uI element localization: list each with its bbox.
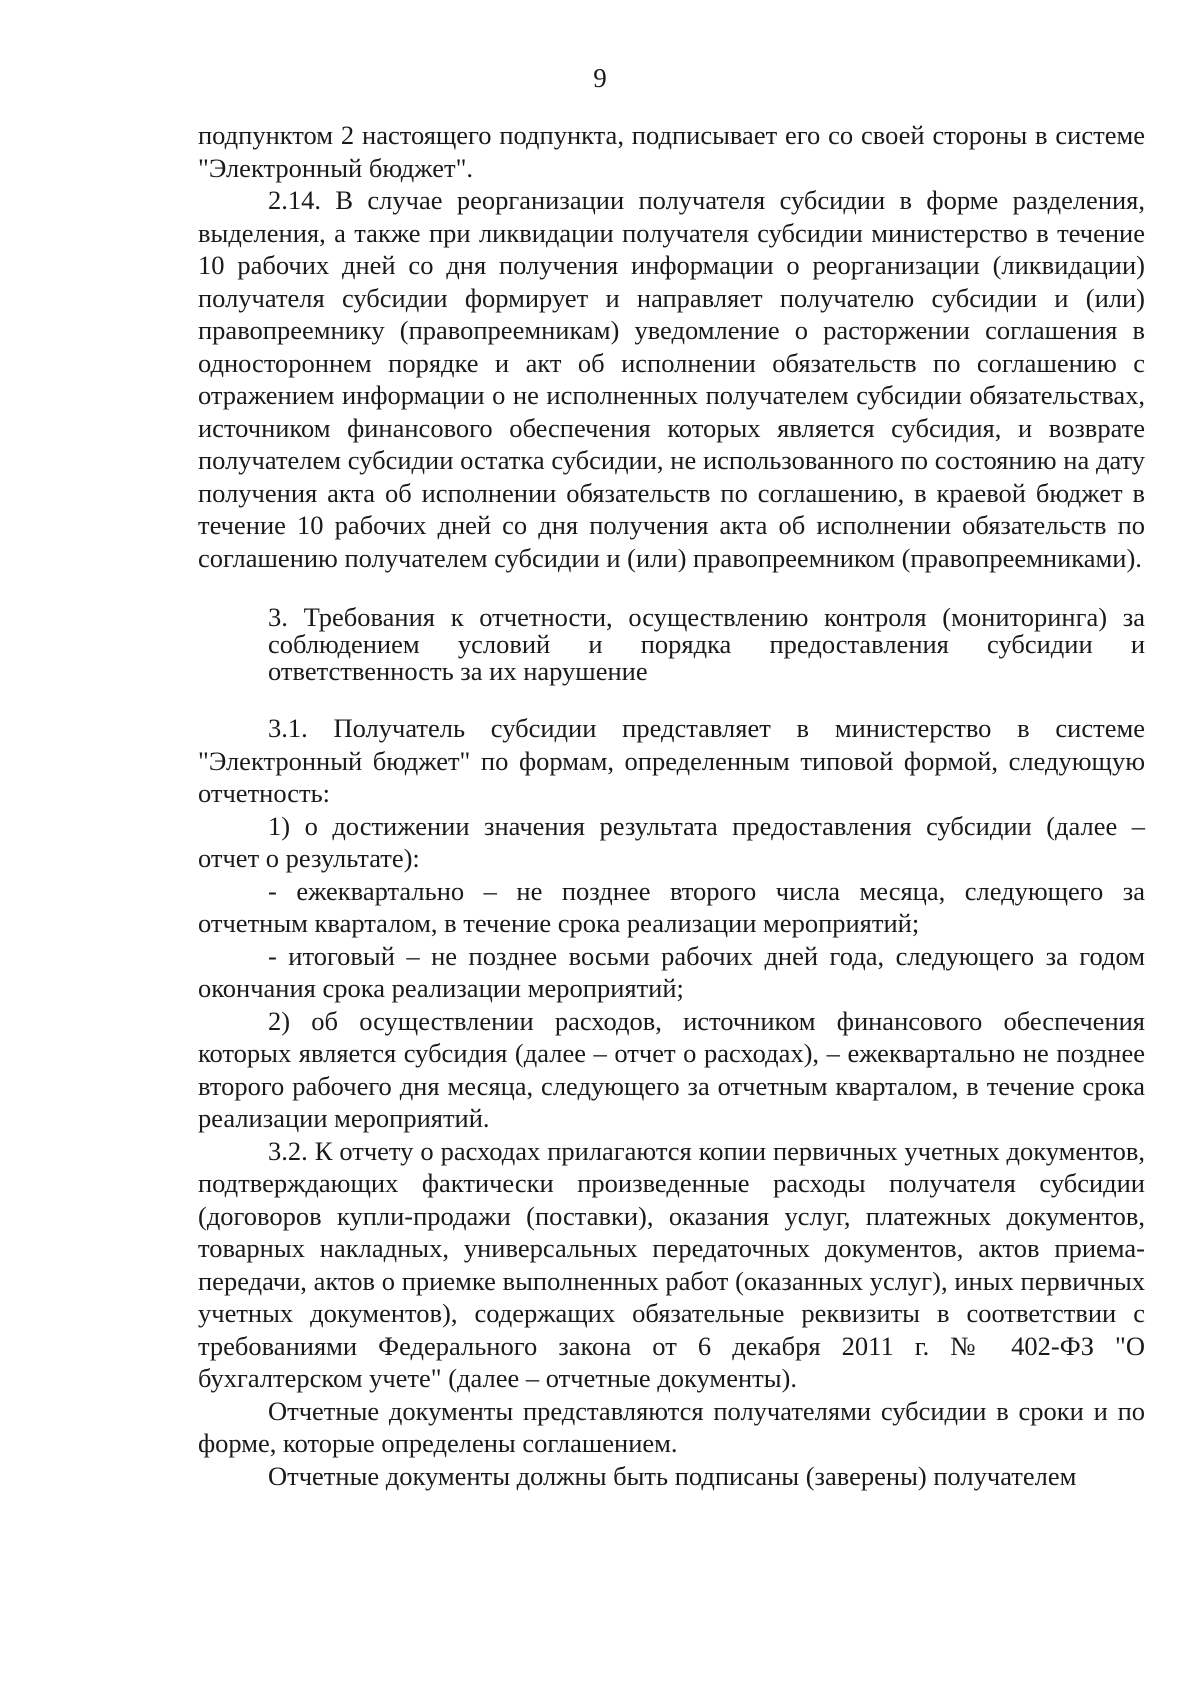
list-subitem-quarterly: - ежеквартально – не позднее второго числа месяца, следующего за отчетным кварталом, в течение срока реализации мероприятий; bbox=[198, 875, 1145, 938]
section-heading: 3. Требования к отчетности, осуществлению контроля (мониторинга) за соблюдением условий и порядка предоставления субсидии и ответственность за их нарушение bbox=[268, 602, 1145, 686]
page-number: 9 bbox=[593, 63, 607, 93]
list-subitem-final: - итоговый – не позднее восьми рабочих дней года, следующего за годом окончания срока реализации мероприятий; bbox=[198, 940, 1145, 1003]
paragraph-2-14: 2.14. В случае реорганизации получателя субсидии в форме разделения, выделения, а также при ликвидации получателя субсидии министерство в течение 10 рабочих дней со дня получения информации о реорганизации (ликвидации) получателя субсидии формирует и направляет получателю субсидии и (или) правопреемнику (правопреемникам) уведомление о расторжении соглашения в одностороннем порядке и акт об исполнении обязательств по соглашению с отражением информации о не исполненных получателем субсидии обязательствах, источником финансового обеспечения которых является субсидия, и возврате получателем субсидии остатка субсидии, не использованного по состоянию на дату получения акта об исполнении обязательств по соглашению, в краевой бюджет в течение 10 рабочих дней со дня получения акта об исполнении обязательств по соглашению получателем субсидии и (или) правопреемником (правопреемниками). bbox=[198, 185, 1145, 573]
list-item-2: 2) об осуществлении расходов, источником финансового обеспечения которых является субсидия (далее – отчет о расходах), – ежеквартально не позднее второго рабочего дня месяца, следующего за отчетным кварталом, в течение срока реализации мероприятий. bbox=[198, 1005, 1145, 1133]
paragraph-continuation: подпунктом 2 настоящего подпункта, подписывает его со своей стороны в системе "Электронный бюджет". bbox=[198, 120, 1145, 183]
document-body bbox=[198, 119, 1145, 1492]
paragraph-3-1: 3.1. Получатель субсидии представляет в министерство в системе "Электронный бюджет" по формам, определенным типовой формой, следующую отчетность: bbox=[198, 713, 1145, 808]
paragraph-reporting-terms: Отчетные документы представляются получателями субсидии в сроки и по форме, которые определены соглашением. bbox=[198, 1395, 1145, 1458]
list-item-1: 1) о достижении значения результата предоставления субсидии (далее – отчет о результате): bbox=[198, 810, 1145, 873]
paragraph-3-2: 3.2. К отчету о расходах прилагаются копии первичных учетных документов, подтверждающих фактически произведенные расходы получателя субсидии (договоров купли-продажи (поставки), оказания услуг, платежных документов, товарных накладных, универсальных передаточных документов, актов приема-передачи, актов о приемке выполненных работ (оказанных услуг), иных первичных учетных документов), содержащих обязательные реквизиты в соответствии с требованиями Федерального закона от 6 декабря 2011 г. № 402-ФЗ "О бухгалтерском учете" (далее – отчетные документы). bbox=[198, 1135, 1145, 1393]
paragraph-reporting-signature: Отчетные документы должны быть подписаны (заверены) получателем bbox=[268, 1460, 1077, 1491]
